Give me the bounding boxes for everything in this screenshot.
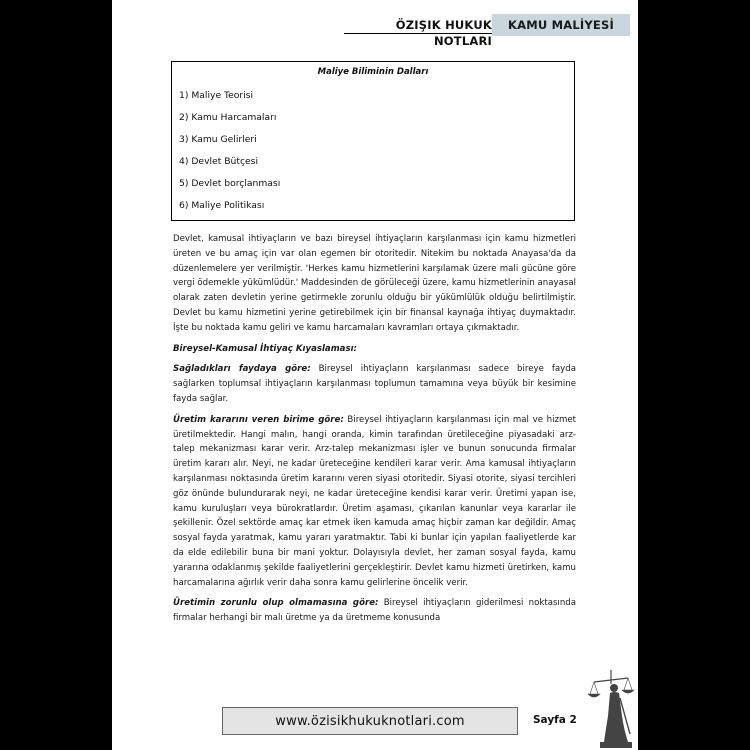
body-text <box>173 232 576 632</box>
branches-box-title: Maliye Biliminin Dalları <box>317 67 429 77</box>
intro-paragraph: Devlet, kamusal ihtiyaçların ve bazı bireysel ihtiyaçların karşılanması için kamu hizmetleri üreten ve bu amaç için var olan egemen bir otoritedir. Nitekim bu noktada Anayasa'da da düzenlemelere yer verilmiştir. 'Herkes kamu hizmetlerini karşılamak üzere mali gücüne göre vergi ödemekle yükümlüdür.' Maddesinden de görüleceği üzere, kamu hizmetlerinin anayasal olarak zaten devletin yerine getirmekle zorunlu olduğu bir yükümlülük olduğu belirtilmiştir. Devlet bu kamu hizmetini yerine getirebilmek için bir finansal kaynağa ihtiyaç duymaktadır. İşte bu noktada kamu geliri ve kamu harcamaları kavramları ortaya çıkmaktadır. <box>173 234 576 333</box>
paragraph-decision-unit <box>173 413 576 591</box>
page-number: Sayfa 2 <box>533 714 577 726</box>
branches-box <box>171 61 575 221</box>
section-heading: Bireysel-Kamusal İhtiyaç Kıyaslaması: <box>173 343 357 354</box>
paragraph-benefit <box>173 362 576 406</box>
footer-website: www.özisikhukuknotlari.com <box>222 707 518 735</box>
list-item: 4) Devlet Bütçesi <box>179 156 259 167</box>
list-item: 6) Maliye Politikası <box>179 200 265 211</box>
lady-justice-icon <box>584 664 638 750</box>
paragraph-lead: Sağladıkları faydaya göre: <box>173 364 311 375</box>
list-item: 3) Kamu Gelirleri <box>179 134 257 145</box>
branches-list <box>179 89 280 221</box>
paragraph-lead: Üretim kararını veren birime göre: <box>173 414 344 425</box>
paragraph-lead: Üretimin zorunlu olup olmamasına göre: <box>173 598 379 609</box>
document-page <box>112 0 638 750</box>
list-item: 1) Maliye Teorisi <box>179 90 254 101</box>
paragraph-text: Bireysel ihtiyaçların giderilmesi noktasında firmalar herhangi bir malı üretme ya da üretmeme konusunda <box>173 598 576 624</box>
header-subject-title: KAMU MALİYESİ <box>492 14 630 36</box>
header-brand-title: ÖZIŞIK HUKUK NOTLARI <box>344 17 494 34</box>
paragraph-text: Bireysel ihtiyaçların karşılanması için mal ve hizmet üretilmektedir. Hangi malın, hangi oranda, kimin tarafından üretileceğine piyasadaki arz-talep mekanizması karar verir. Arz-talep mekanizması işler ve bunun sonucunda firmalar üretim kararı alır. Neyi, ne kadar üreteceğine kendileri karar verir. Ama kamusal ihtiyaçların karşılanması noktasında üretim kararını veren siyasi otoritedir. Siyasi otorite, siyasi tercihleri göz önünde bulundurarak neyi, ne kadar üreteceğine kendisi karar verir. Üretimi yapan ise, kamu kuruluşları veya bürokratlardır. Üretim aşaması, çıkarılan kanunlar veya kararlar ile şekillenir. Özel sektörde amaç kar etmek iken kamuda amaç hiçbir zaman kar değildir. Amaç sosyal fayda yaratmak, kamu yararı yaratmaktır. Tabi ki bunlar için yapılan faaliyetlerde kar da elde edilebilir buna bir mani yoktur. Dolayısıyla devlet, her zaman sosyal fayda, kamu yararına odaklanmış şekilde faaliyetlerini gerçekleştirir. Devlet kamu hizmeti üretirken, kamu harcamalarına ağırlık verir daha sonra kamu gelirlerine öncelik verir. <box>173 414 577 588</box>
paragraph-obligation <box>173 596 576 626</box>
list-item: 5) Devlet borçlanması <box>179 178 281 189</box>
paragraph-text: Bireysel ihtiyaçların karşılanması sadece bireye fayda sağlarken toplumsal ihtiyaçların karşılanması toplumun tamamına veya büyük bir kesimine fayda sağlar. <box>173 364 576 404</box>
list-item: 2) Kamu Harcamaları <box>179 112 277 123</box>
